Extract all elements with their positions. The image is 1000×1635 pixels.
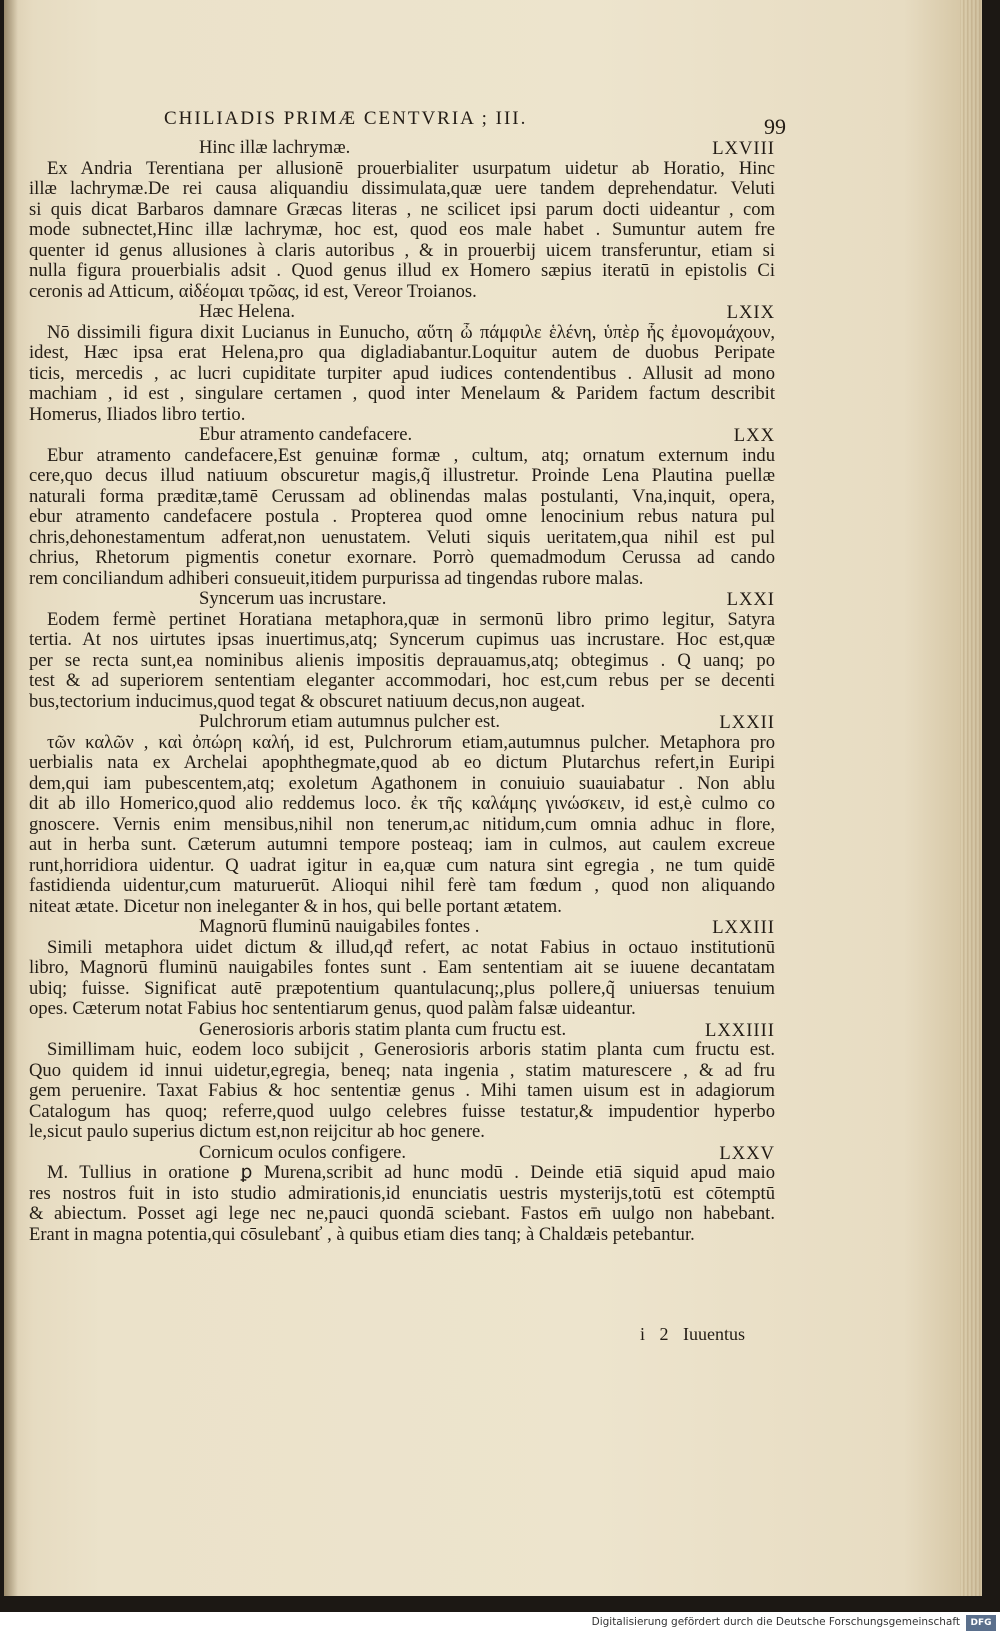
adage-heading (29, 589, 775, 610)
adage-heading (29, 138, 775, 159)
adage-heading (29, 1020, 775, 1041)
dfg-logo: DFG (966, 1615, 996, 1631)
text-line: mode subnectet,Hinc illæ lachrymæ, hoc est, quod eos male habet . Sumuntur autem fre (29, 220, 775, 240)
adage-title: Cornicum oculos configere. (199, 1141, 407, 1163)
text-line: ceronis ad Atticum, αἰδέομαι τρῶας, id est, Vereor Troianos. (29, 281, 477, 302)
page-number: 99 (764, 114, 786, 139)
adage-numeral: LXXIII (712, 917, 775, 938)
text-line: niteat ætate. Dicetur non ineleganter & in hos, qui belle portant ætatem. (29, 896, 562, 917)
text-line: rem conciliandum adhiberi consueuit,itidem purpurissa ad tingendas rubore malas. (29, 568, 644, 589)
text-line: le,sicut paulo superius dictum est,non reijcitur ab hoc genere. (29, 1122, 485, 1142)
text-line: idest, Hæc ipsa erat Helena,pro qua digladiabantur.Loquitur autem de duobus Peripate (29, 343, 775, 363)
page-edge (960, 0, 982, 1596)
text-line: Quo quidem id innui uidetur,egregia, beneq; nata ingenia , statim maturescere , & ad fru (29, 1060, 775, 1081)
text-line: Simillimam huic, eodem loco subijcit , Generosioris arboris statim planta cum fructu est. (47, 1040, 775, 1060)
text-line: cere,quo decus illud natiuum obscuretur magis,q̃ illustretur. Proinde Lena Plautina puellæ (29, 466, 775, 486)
text-line: machiam , id est , singulare certamen , quod inter Menelaum & Paridem factum describit (29, 384, 775, 404)
adage-numeral: LXVIII (712, 138, 775, 159)
text-line: Eodem fermè pertinet Horatiana metaphora,quæ in sermonū libro primo legitur, Satyra (47, 609, 775, 630)
text-line: Homerus, Iliados libro tertio. (29, 404, 246, 425)
text-line: Catalogum has quoq; referre,quod uulgo celebres fuisse testatur,& impudentior hyperbo (29, 1101, 775, 1122)
adage-numeral: LXIX (726, 302, 775, 323)
text-line: si quis dicat Barbaros damnare Græcas literas , ne scilicet ipsi parum docti uideantur , com (29, 199, 775, 220)
page-gutter (4, 0, 18, 1596)
adage-title: Generosioris arboris statim planta cum fructu est. (199, 1018, 567, 1040)
adage-heading (29, 917, 775, 938)
adage-numeral: LXX (733, 425, 775, 446)
text-line: uerbialis nata ex Archelai apophthegmate,quod ab eo dictum Plutarchus refert,in Euripi (29, 753, 775, 773)
text-line: aut in herba sunt. Cæterum autumni tempore posteaq; iam in culmos, aut caulem excreue (29, 835, 775, 855)
text-line: & abiectum. Posset agi lege nec ne,pauci quondā sciebant. Fastos em̄ uulgo non habebant. (29, 1204, 775, 1224)
text-line: naturali forma præditæ,tamē Cerussam ad oblinendas malas postulanti, Vna,inquit, opera, (29, 486, 775, 507)
footer-bar (0, 1612, 1000, 1635)
text-line: chrius, Rhetorum pigmentis conetur exornare. Porrò quemadmodum Cerussa ad cando (29, 548, 775, 568)
adage-heading (29, 712, 775, 733)
adage-numeral: LXXIIII (705, 1019, 775, 1041)
text-line: Simili metaphora uidet dictum & illud,qđ refert, ac notat Fabius in octauo institutionū (47, 937, 775, 958)
text-line: dem,qui iam pubescentem,atq; exoletum Agathonem in conuiuio suauiabatur . Non ablu (29, 773, 775, 794)
adage-title: Ebur atramento candefacere. (199, 424, 413, 445)
text-line: Nō dissimili figura dixit Lucianus in Eunucho, αὕτη ὦ πάμφιλε ἑλένη, ὑπὲρ ἧς ἐμονομάχουν, (47, 322, 775, 343)
text-line: ebur atramento candefacere postula . Propterea quod omne lenocinium rebus natura pul (29, 507, 775, 527)
adage-numeral: LXXI (726, 589, 775, 610)
adage-heading (29, 302, 775, 323)
text-line: bus,tectorium inducimus,quod tegat & obscuret natiuum decus,non augeat. (29, 691, 586, 712)
text-line: opes. Cæterum notat Fabius hoc sententiarum genus, quod palàm falsæ uideantur. (29, 999, 636, 1019)
adage-title: Hæc Helena. (199, 301, 296, 322)
text-line: res nostros fuit in isto studio admirationis,id enunciatis uestris mysterijs,totū est cōtemptū (29, 1183, 775, 1204)
text-line: runt,horridiora uidentur. Q uadrat igitur in ea,quæ cum natura sint egregia , ne tum quidē (29, 855, 775, 876)
text-line: τῶν καλῶν , καὶ ὀπώρη καλή, id est, Pulchrorum etiam,autumnus pulcher. Metaphora pro (47, 732, 775, 753)
text-line: ubiq; fuisse. Significat autē præpotentium quantulacunq;,plus pollere,q̃ uniuersas tenuium (29, 978, 775, 999)
signature-mark: i 2 Iuuentus (640, 1324, 745, 1344)
text-line: libro, Magnorū fluminū nauigabiles fontes sunt . Eam sententiam ait se iuuene decantatam (29, 958, 775, 978)
text-line: Erant in magna potentia,qui cōsulebanť , à quibus etiam dies tanq; à Chaldæis petebantur. (29, 1224, 695, 1245)
adage-heading (29, 1143, 775, 1164)
footer-credit: Digitalisierung gefördert durch die Deutsche Forschungsgemeinschaft (591, 1616, 960, 1628)
adage-heading (29, 425, 775, 446)
text-line: ticis, mercedis , ac lucri cupiditate turpiter apud iudices contendentibus . Allusit ad mono (29, 363, 775, 384)
text-line: chris,dehonestamentum adferat,non uenustatem. Veluti siquis ueritatem,qua nihil est pul (29, 527, 775, 548)
text-line: test & ad superiorem sententiam eleganter accommodari, hoc est,cum rebus per se decenti (29, 671, 775, 691)
text-line: gnoscere. Vernis enim mensibus,nihil non tenerum,ac nitidum,cum omnia adhuc in flore, (29, 814, 775, 835)
adage-title: Pulchrorum etiam autumnus pulcher est. (199, 711, 501, 732)
adage-title: Syncerum uas incrustare. (199, 588, 387, 609)
text-line: fastidienda uidentur,cum maturuerūt. Alioqui nihil ferè tam fœdum , quod non aliquando (29, 876, 775, 896)
text-line: tertia. At nos uirtutes ipsas inuertimus,atq; Syncerum cupimus uas incrustare. Hoc est,quæ (29, 630, 775, 650)
text-block (29, 138, 775, 1245)
text-line: nulla figura prouerbialis adsit . Quod genus illud ex Homero sæpius iteratū in epistolis Ci (29, 261, 775, 281)
text-line: Ebur atramento candefacere,Est genuinæ formæ , cultum, atq; ornatum externum indu (47, 445, 775, 466)
text-line: gem peruenire. Taxat Fabius & hoc sententiæ genus . Mihi tamen uisum est in adagiorum (29, 1081, 775, 1101)
text-line: per se recta sunt,ea nominibus alienis impositis deprauamus,atq; obtegimus . Q uanq; po (29, 650, 775, 671)
adage-numeral: LXXII (719, 712, 775, 733)
running-head: CHILIADIS PRIMÆ CENTVRIA ; III. (164, 108, 528, 129)
adage-title: Magnorū fluminū nauigabiles fontes . (199, 916, 480, 937)
book-page (4, 0, 982, 1596)
text-line: dit ab illo Homerico,quod alio reddemus loco. ἐκ τῆς καλάμης γινώσκειν, id est,è culmo co (29, 794, 775, 814)
text-line: M. Tullius in oratione ꝑ Murena,scribit ad hunc modū . Deinde etiā siquid apud maio (47, 1163, 775, 1183)
text-line: quenter id genus allusiones à claris autoribus , & in prouerbij uicem transferuntur, etiam si (29, 240, 775, 261)
adage-title: Hinc illæ lachrymæ. (199, 137, 351, 158)
text-line: Ex Andria Terentiana per allusionē prouerbialiter usurpatum uidetur ab Horatio, Hinc (47, 158, 775, 179)
text-line: illæ lachrymæ.De rei causa aliquandiu dissimulata,quæ uere tandem deprehendatur. Veluti (29, 179, 775, 199)
adage-numeral: LXXV (719, 1142, 775, 1164)
